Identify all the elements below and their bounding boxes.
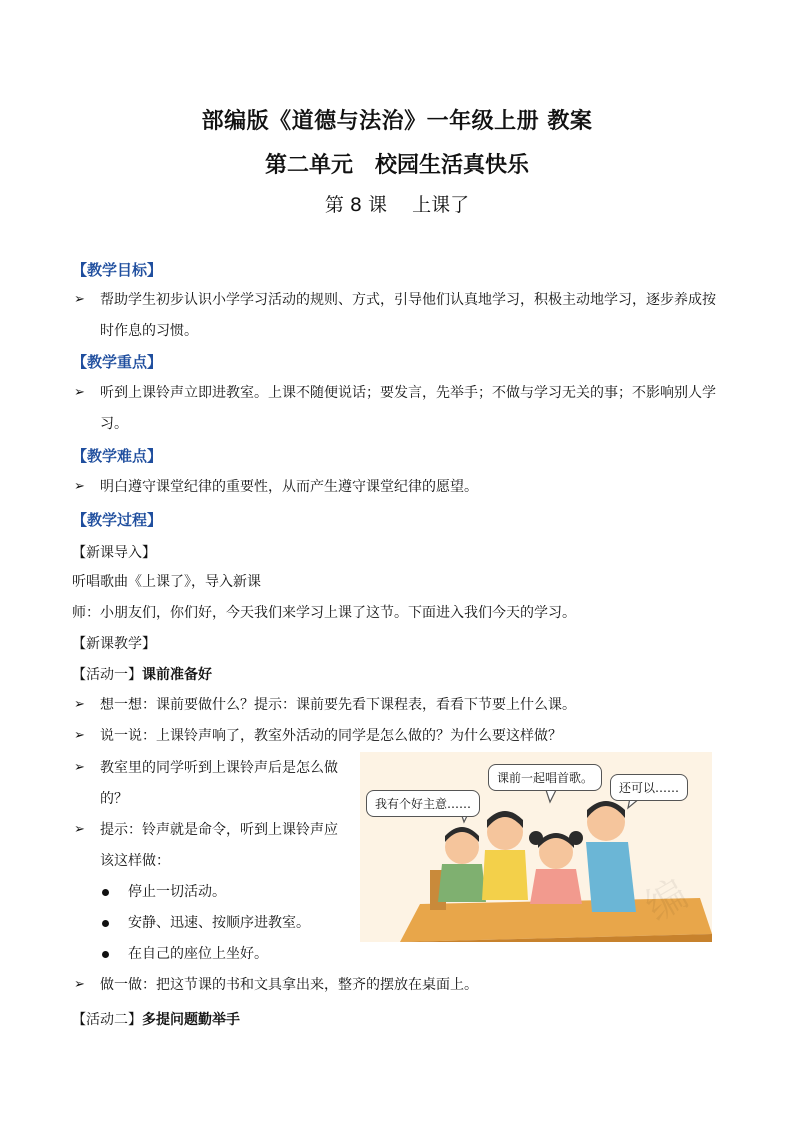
document-title: 部编版《道德与法治》一年级上册 教案 [201, 109, 593, 134]
classroom-illustration [360, 752, 712, 942]
difficulty-text: 明白遵守课堂纪律的重要性，从而产生遵守课堂纪律的愿望。 [100, 479, 478, 495]
watermark: 编 [638, 870, 696, 931]
keypoints-text-line2: 习。 [100, 416, 128, 432]
item-classroom-line2: 的？ [100, 791, 128, 807]
activity1-heading [72, 664, 212, 684]
activity1-title: 课前准备好 [142, 667, 212, 683]
arrow-bullet-icon: ➢ [74, 479, 85, 494]
section-goals-heading: 【教学目标】 [72, 261, 163, 279]
activity2-heading [72, 1009, 240, 1029]
goals-text-line1: 帮助学生初步认识小学学习活动的规则、方式，引导他们认真地学习，积极主动地学习，逐步养成按 [100, 292, 716, 308]
intro-heading: 【新课导入】 [72, 545, 156, 561]
section-keypoints-heading: 【教学重点】 [72, 353, 163, 371]
dot-bullet-icon [102, 920, 109, 927]
keypoints-text-line1: 听到上课铃声立即进教室。上课不随便说话；要发言，先举手；不做与学习无关的事；不影响别人学 [100, 385, 716, 401]
section-process-heading: 【教学过程】 [72, 511, 163, 529]
lesson-title: 第 8 课 上课了 [324, 194, 470, 216]
arrow-bullet-icon: ➢ [74, 760, 85, 775]
activity2-label: 【活动二】 [72, 1012, 142, 1028]
item-hint-line1: 提示：铃声就是命令，听到上课铃声应 [100, 822, 338, 838]
teach-heading: 【新课教学】 [72, 636, 156, 652]
dot-bullet-icon [102, 951, 109, 958]
speech-bubble-2: 课前一起唱首歌。 [488, 764, 602, 791]
rule-sit: 在自己的座位上坐好。 [128, 946, 268, 962]
section-difficulty-heading: 【教学难点】 [72, 447, 163, 465]
arrow-bullet-icon: ➢ [74, 977, 85, 992]
activity2-title: 多提问题勤举手 [142, 1012, 240, 1028]
speech-bubble-3: 还可以…… [610, 774, 688, 801]
unit-title: 第二单元 校园生活真快乐 [264, 153, 529, 178]
dot-bullet-icon [102, 889, 109, 896]
goals-text-line2: 时作息的习惯。 [100, 323, 198, 339]
item-do: 做一做：把这节课的书和文具拿出来，整齐的摆放在桌面上。 [100, 977, 478, 993]
item-think: 想一想：课前要做什么？提示：课前要先看下课程表，看看下节要上什么课。 [100, 697, 576, 713]
item-say: 说一说：上课铃声响了，教室外活动的同学是怎么做的？为什么要这样做？ [100, 728, 562, 744]
arrow-bullet-icon: ➢ [74, 697, 85, 712]
activity1-label: 【活动一】 [72, 667, 142, 683]
arrow-bullet-icon: ➢ [74, 292, 85, 307]
intro-line1: 听唱歌曲《上课了》，导入新课 [72, 574, 261, 590]
item-classroom-line1: 教室里的同学听到上课铃声后是怎么做 [100, 760, 338, 776]
item-hint-line2: 该这样做： [100, 853, 170, 869]
arrow-bullet-icon: ➢ [74, 385, 85, 400]
rule-stop: 停止一切活动。 [128, 884, 226, 900]
arrow-bullet-icon: ➢ [74, 728, 85, 743]
arrow-bullet-icon: ➢ [74, 822, 85, 837]
rule-enter: 安静、迅速、按顺序进教室。 [128, 915, 310, 931]
speech-bubble-1: 我有个好主意…… [366, 790, 480, 817]
intro-line2: 师：小朋友们，你们好，今天我们来学习上课了这节。下面进入我们今天的学习。 [72, 605, 576, 621]
